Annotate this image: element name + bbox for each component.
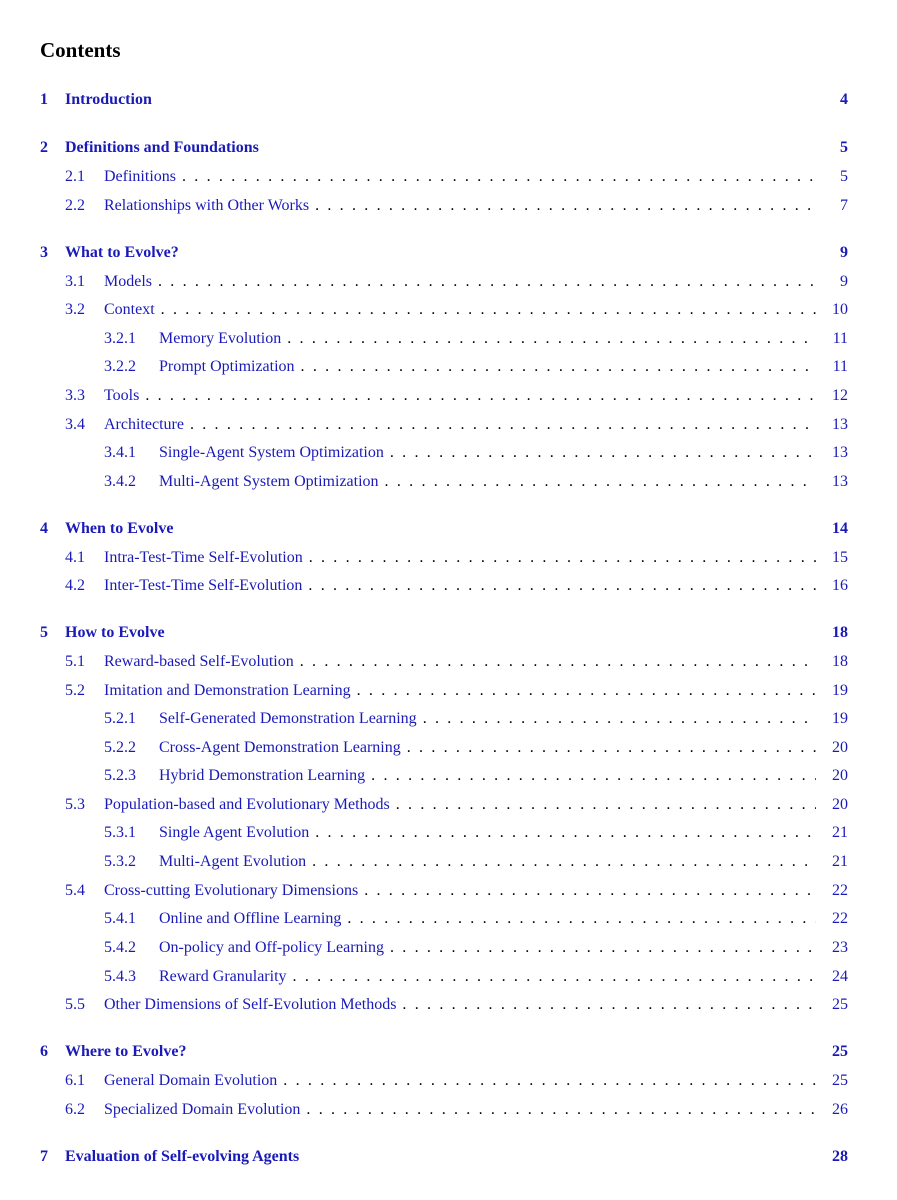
dot-leader <box>371 764 816 788</box>
toc-entry[interactable] <box>65 793 848 817</box>
toc-entry[interactable] <box>65 993 848 1017</box>
toc-entry-number: 3.3 <box>65 387 85 404</box>
dot-leader <box>407 736 816 760</box>
toc-entry-label[interactable]: How to Evolve <box>65 624 165 641</box>
toc-entry-label[interactable]: Architecture <box>104 416 184 433</box>
toc-entry-label[interactable]: Hybrid Demonstration Learning <box>159 767 366 784</box>
toc-entry-page[interactable]: 18 <box>832 624 848 641</box>
dot-leader <box>287 327 816 351</box>
toc-entry-page[interactable]: 16 <box>832 577 848 594</box>
toc-entry-page[interactable]: 24 <box>832 968 848 985</box>
toc-entry-number: 3.4 <box>65 416 85 433</box>
toc-entry-number: 3.2.1 <box>104 330 136 347</box>
toc-entry-page[interactable]: 5 <box>840 139 848 156</box>
dot-leader <box>158 270 816 294</box>
dot-leader <box>312 850 816 874</box>
toc-entry[interactable] <box>104 707 848 731</box>
dot-leader <box>347 907 816 931</box>
toc-entry[interactable] <box>65 546 848 570</box>
toc-entry-label[interactable]: Online and Offline Learning <box>159 910 342 927</box>
toc-entry[interactable] <box>65 879 848 903</box>
dot-leader <box>357 679 816 703</box>
toc-entry-page[interactable]: 21 <box>832 824 848 841</box>
toc-entry-page[interactable]: 5 <box>840 168 848 185</box>
toc-entry[interactable] <box>104 907 848 931</box>
toc-entry-label[interactable]: Introduction <box>65 91 152 108</box>
toc-entry-page[interactable]: 12 <box>832 387 848 404</box>
toc-entry[interactable] <box>65 679 848 703</box>
toc-entry[interactable] <box>40 88 848 112</box>
toc-entry-label[interactable]: Imitation and Demonstration Learning <box>104 682 351 699</box>
toc-entry-label[interactable]: Models <box>104 273 152 290</box>
page-title: Contents <box>40 38 121 62</box>
toc-entry[interactable] <box>40 136 848 160</box>
toc-entry-number: 4.1 <box>65 549 85 566</box>
toc-entry-label[interactable]: Where to Evolve? <box>65 1043 187 1060</box>
toc-entry-page[interactable]: 9 <box>840 244 848 261</box>
toc-entry-label[interactable]: Reward-based Self-Evolution <box>104 653 294 670</box>
toc-entry-number: 6 <box>40 1043 48 1060</box>
dot-leader <box>306 1098 816 1122</box>
toc-entry[interactable] <box>104 850 848 874</box>
toc-entry-number: 5.2.3 <box>104 767 136 784</box>
toc-entry[interactable] <box>104 965 848 989</box>
toc-entry-label[interactable]: Cross-cutting Evolutionary Dimensions <box>104 882 359 899</box>
toc-entry[interactable] <box>65 1069 848 1093</box>
toc-entry[interactable] <box>65 1098 848 1122</box>
toc-entry-label[interactable]: Specialized Domain Evolution <box>104 1101 301 1118</box>
dot-leader <box>385 470 816 494</box>
toc-entry[interactable] <box>104 327 848 351</box>
dot-leader <box>309 546 816 570</box>
dot-leader <box>396 793 816 817</box>
toc-entry-page[interactable]: 23 <box>832 939 848 956</box>
toc-entry-label[interactable]: General Domain Evolution <box>104 1072 278 1089</box>
toc-entry-number: 2.1 <box>65 168 85 185</box>
toc-entry[interactable] <box>65 194 848 218</box>
toc-entry-label[interactable]: Population-based and Evolutionary Methods <box>104 796 390 813</box>
toc-entry-number: 7 <box>40 1148 48 1165</box>
dot-leader <box>364 879 816 903</box>
toc-entry[interactable] <box>104 441 848 465</box>
toc-entry-number: 6.1 <box>65 1072 85 1089</box>
toc-entry-page[interactable]: 28 <box>832 1148 848 1165</box>
toc-entry-number: 5.2.1 <box>104 710 136 727</box>
toc-entry-page[interactable]: 9 <box>840 273 848 290</box>
toc-entry[interactable] <box>40 517 848 541</box>
toc-entry-page[interactable]: 10 <box>832 301 848 318</box>
toc-entry-page[interactable]: 22 <box>832 910 848 927</box>
toc-entry-page[interactable]: 20 <box>832 796 848 813</box>
toc-entry[interactable] <box>104 736 848 760</box>
toc-entry-page[interactable]: 13 <box>832 416 848 433</box>
dot-leader <box>283 1069 816 1093</box>
toc-entry-page[interactable]: 21 <box>832 853 848 870</box>
dot-leader <box>145 384 816 408</box>
toc-entry-page[interactable]: 13 <box>832 473 848 490</box>
toc-entry-page[interactable]: 22 <box>832 882 848 899</box>
toc-entry-label[interactable]: Definitions and Foundations <box>65 139 259 156</box>
toc-entry-label[interactable]: Single Agent Evolution <box>159 824 310 841</box>
toc-entry-label[interactable]: Memory Evolution <box>159 330 282 347</box>
dot-leader <box>390 441 816 465</box>
dot-leader <box>190 413 816 437</box>
toc-entry-label[interactable]: Multi-Agent System Optimization <box>159 473 379 490</box>
toc-entry[interactable] <box>104 470 848 494</box>
toc-entry-label[interactable]: Intra-Test-Time Self-Evolution <box>104 549 303 566</box>
dot-leader <box>301 355 816 379</box>
toc-entry-number: 5.1 <box>65 653 85 670</box>
toc-entry-number: 5.4.2 <box>104 939 136 956</box>
toc-entry-page[interactable]: 13 <box>832 444 848 461</box>
toc-entry-number: 6.2 <box>65 1101 85 1118</box>
toc-entry-label[interactable]: Reward Granularity <box>159 968 287 985</box>
toc-entry-label[interactable]: Evaluation of Self-evolving Agents <box>65 1148 300 1165</box>
toc-entry[interactable] <box>104 821 848 845</box>
toc-entry-number: 3.4.1 <box>104 444 136 461</box>
toc-entry[interactable] <box>40 621 848 645</box>
toc-entry-page[interactable]: 25 <box>832 1043 848 1060</box>
toc-entry-label[interactable]: Single-Agent System Optimization <box>159 444 384 461</box>
toc-entry-label[interactable]: When to Evolve <box>65 520 174 537</box>
toc-entry-label[interactable]: Inter-Test-Time Self-Evolution <box>104 577 303 594</box>
toc-entry-page[interactable]: 25 <box>832 1072 848 1089</box>
toc-entry-number: 5.4.1 <box>104 910 136 927</box>
toc-entry[interactable] <box>40 241 848 265</box>
toc-entry-page[interactable]: 4 <box>840 91 848 108</box>
toc-entry-page[interactable]: 19 <box>832 710 848 727</box>
dot-leader <box>308 574 816 598</box>
toc-entry-number: 2 <box>40 139 48 156</box>
dot-leader <box>423 707 816 731</box>
toc-entry[interactable] <box>65 270 848 294</box>
dot-leader <box>293 965 816 989</box>
toc-entry[interactable] <box>65 650 848 674</box>
toc-entry[interactable] <box>65 384 848 408</box>
toc-entry[interactable] <box>65 413 848 437</box>
toc-entry-label[interactable]: Context <box>104 301 155 318</box>
dot-leader <box>315 821 816 845</box>
toc-entry-page[interactable]: 14 <box>832 520 848 537</box>
dot-leader <box>402 993 816 1017</box>
toc-entry[interactable] <box>104 764 848 788</box>
toc-entry-number: 3.4.2 <box>104 473 136 490</box>
toc-entry-number: 5.5 <box>65 996 85 1013</box>
toc-entry-page[interactable]: 20 <box>832 739 848 756</box>
toc-entry-number: 5.2.2 <box>104 739 136 756</box>
toc-entry-label[interactable]: What to Evolve? <box>65 244 179 261</box>
dot-leader <box>300 650 816 674</box>
dot-leader <box>182 165 816 189</box>
toc-entry-page[interactable]: 7 <box>840 197 848 214</box>
dot-leader <box>315 194 816 218</box>
toc-entry-number: 1 <box>40 91 48 108</box>
toc-entry-number: 2.2 <box>65 197 85 214</box>
toc-entry-number: 5.4.3 <box>104 968 136 985</box>
toc-entry-number: 3.1 <box>65 273 85 290</box>
toc-entry-number: 5 <box>40 624 48 641</box>
toc-entry[interactable] <box>104 936 848 960</box>
toc-entry-page[interactable]: 11 <box>832 358 848 375</box>
toc-entry-label[interactable]: Other Dimensions of Self-Evolution Methods <box>104 996 397 1013</box>
toc-entry-number: 3 <box>40 244 48 261</box>
toc-entry-number: 3.2 <box>65 301 85 318</box>
toc-entry-number: 4.2 <box>65 577 85 594</box>
toc-entry-number: 5.2 <box>65 682 85 699</box>
toc-entry-label[interactable]: Cross-Agent Demonstration Learning <box>159 739 401 756</box>
toc-entry-label[interactable]: Relationships with Other Works <box>104 197 310 214</box>
toc-entry[interactable] <box>65 574 848 598</box>
toc-entry-label[interactable]: On-policy and Off-policy Learning <box>159 939 384 956</box>
toc-entry-number: 5.4 <box>65 882 85 899</box>
toc-entry-label[interactable]: Self-Generated Demonstration Learning <box>159 710 417 727</box>
toc-entry[interactable] <box>104 355 848 379</box>
toc-entry-label[interactable]: Definitions <box>104 168 176 185</box>
toc-entry-label[interactable]: Multi-Agent Evolution <box>159 853 307 870</box>
toc-entry-page[interactable]: 18 <box>832 653 848 670</box>
toc-entry[interactable] <box>40 1040 848 1064</box>
toc-entry-number: 5.3.2 <box>104 853 136 870</box>
toc-entry-number: 5.3 <box>65 796 85 813</box>
toc-entry-page[interactable]: 26 <box>832 1101 848 1118</box>
toc-entry-number: 3.2.2 <box>104 358 136 375</box>
toc-entry-page[interactable]: 11 <box>832 330 848 347</box>
toc-entry-page[interactable]: 19 <box>832 682 848 699</box>
toc-entry-label[interactable]: Prompt Optimization <box>159 358 295 375</box>
toc-entry[interactable] <box>65 165 848 189</box>
toc-entry-page[interactable]: 25 <box>832 996 848 1013</box>
toc-entry-number: 4 <box>40 520 48 537</box>
toc-entry-label[interactable]: Tools <box>104 387 140 404</box>
dot-leader <box>161 298 816 322</box>
toc-entry[interactable] <box>65 298 848 322</box>
toc-entry-number: 5.3.1 <box>104 824 136 841</box>
toc-entry[interactable] <box>40 1145 848 1169</box>
dot-leader <box>390 936 816 960</box>
toc-entry-page[interactable]: 20 <box>832 767 848 784</box>
toc-entry-page[interactable]: 15 <box>832 549 848 566</box>
